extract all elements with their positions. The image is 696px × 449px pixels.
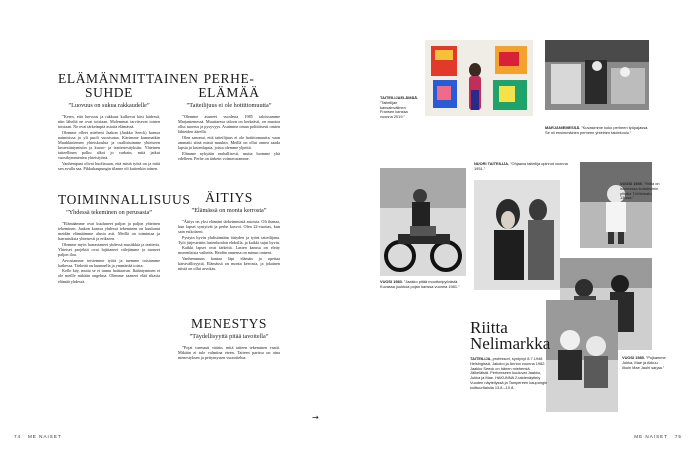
- paragraph: Pystyin hyvin yhdistämään äitiyden ja työni taiteilijana. Työt järjestettiin lastenhoidon ehdoilla, ja kaikki sujui hyvin.: [178, 234, 280, 245]
- paragraph: Olemme myös harrastaneet yhdessä musiikkia ja teatteria. Yhteiset projektit ovat lujittaneet välejämme ja tuoneet paljon iloa.: [58, 241, 160, 258]
- workshop-image: [545, 40, 649, 110]
- photo-workshop: [545, 40, 649, 110]
- footer-left: [14, 434, 62, 439]
- paragraph: ”Kerrn, että luovuus ja rakkaus kulkevat käsi kädessä, niin läheltä ne ovat toisiaan. Molemmat tarvitsevat toinen toisiaan. Ne ovat tärkeimpiä asioita elämässä.: [58, 114, 160, 130]
- caption-label: MARJANIEMESSÄ.: [545, 125, 581, 130]
- children-image: [546, 300, 618, 412]
- paragraph: Arvostamme toistemme työtä ja tuemme toisiamme kaikessa. Tärkeää on kuunnella ja ymmärtää toista.: [58, 257, 160, 268]
- caption-1949: [620, 182, 666, 201]
- caption-text: ”Taiteilijan kansainvälinen Fransen kanssa vuonna 2019.”: [380, 99, 408, 120]
- footer-right: [634, 434, 682, 439]
- caption-workshop: [545, 126, 649, 136]
- article-body: [178, 345, 280, 360]
- profile-bio: [470, 357, 550, 391]
- magazine-name: ME NAISET: [634, 434, 669, 439]
- section-title: TOIMINNALLISUUS: [58, 192, 191, 208]
- painting-scene-image: [425, 40, 533, 116]
- article-body: [178, 219, 280, 271]
- toddler-image: [580, 162, 652, 248]
- article-body: [178, 114, 280, 161]
- magazine-name: ME NAISET: [27, 434, 62, 439]
- section-subtitle: ”Täydellisyyttä pitää tavoitella”: [189, 333, 269, 341]
- photo-motorbike: [380, 168, 466, 276]
- caption-text: ”Jaakko pitää moottoripyörästä. Kuvassa joukkoa pojan kanssa vuonna 1981.”: [380, 279, 460, 289]
- photo-children: [546, 300, 618, 412]
- section-title: ÄITIYS: [205, 189, 253, 205]
- paragraph: ”Elämäämme ovat kuuluneet paljon ja paljon yhteinen tekeminen. Jaakon kanssa yhdessä tekeminen on kuulunut meidän elämäämme alusta asti. Meillä on toimintaa ja harrastuksia yhteisesti ja erikseen.: [58, 221, 160, 242]
- section-subtitle: ”Taiteilijuus ei ole hottittomuutta”: [186, 102, 272, 109]
- caption-1983: [380, 280, 466, 290]
- profile-bio-label: TAITEILIJA,: [470, 356, 492, 361]
- paragraph: Vanhemmuus kantaa läpi elämän ja opettaa kärsivällisyyttä. Elämässä on monta kerrosta, ja jokainen niistä on ollut arvokas.: [178, 256, 280, 272]
- page-number: 75: [674, 434, 682, 439]
- young-couple-image: [474, 180, 560, 290]
- section-title: MENESTYS: [190, 316, 268, 332]
- photo-toddler: [580, 162, 652, 248]
- profile-name-last: Nelimarkka: [470, 334, 551, 353]
- section-title: PERHE-ELÄMÄÄ: [198, 71, 260, 100]
- left-column: [58, 71, 199, 284]
- caption-text: ”Pojkamme Jukka, Mae ja Akkuu Ilkuin Mae Jauhi sarjaa.”: [622, 355, 666, 370]
- article-body: [58, 221, 160, 284]
- paragraph: ”Pojat varmasti väärin, mitä taiteen tekeminen vaatii. Mikään ei tule valmiina eteen. Taiteen parissa on aina menestyksen ja pettymysten vuorottelua.: [178, 345, 280, 361]
- caption-label: TAITEILIJAELÄMÄÄ.: [380, 95, 419, 100]
- section-subtitle: ”Luovuus on sukua rakkaudelle”: [68, 102, 150, 109]
- caption-1985: [622, 356, 666, 370]
- caption-label: NUORI TAITEILIJA.: [474, 161, 510, 166]
- paragraph: Elämme nykyään rauhallisesti, mutta luomme yhä edelleen. Perhe on tärkein voimavaramme.: [178, 150, 280, 161]
- section-title: ELÄMÄNMITTAINEN SUHDE: [58, 71, 199, 100]
- section-subtitle: ”Yhdessä tekeminen on perusasia”: [65, 209, 153, 217]
- profile-bio-text: professori, syntynyt 8.7.1948 Helsingissä, Jakobo ja Annoo vuonna 1982. Jaakko Seeck on hänen miehensä. Jälkeläisiä. Perheeseen kuuluvat Jaakko, Jukka ja Mae. HAKUNNA 2-taidenäyttely Vuoden näytellyssä ja Tampereen kaupungin kulttuuritalolla 13.8.–10.8.: [470, 356, 548, 390]
- caption-text: ”Riitta on istumassa kotialbumin pihalla Töölönkatu 13:ssa.”: [620, 181, 660, 201]
- middle-column: [178, 72, 280, 361]
- motorbike-image: [380, 168, 466, 276]
- caption-painting: [380, 96, 420, 120]
- profile-box: [470, 320, 550, 391]
- photo-artist-paintings: [425, 40, 533, 116]
- caption-label: VUOSI 1985.: [622, 355, 645, 360]
- section-subtitle: ”Elämässä on monta kerrosta”: [191, 206, 267, 214]
- paragraph: Kello käy, mutta se ei tunnu haittaavan. Ikääntyminen ei ole meille mikään ongelma. Olemme saaneet elää rikasta elämää yhdessä.: [58, 268, 160, 284]
- paragraph: Olemme olleet mieheni Jaakon (Jaakko Seeck) kanssa naimisissa jo yli puoli vuosisataa. Kävimme kummatkin Muukkiniemen yhteiskoulua ja osallistuimme yhteiseen lavaesiintymisiin ja kuoro- ja teatteriesityksiin. Yhteinen taiteellinen polku alkoi jo varhain, mitä jatkui vuosikymmenien yhteistyönä.: [58, 129, 160, 161]
- caption-young-artist: [474, 162, 574, 172]
- caption-text: ”Ohjaava taiteilija opinnot vuonna 1951.”: [474, 161, 568, 171]
- article-body: [58, 114, 160, 171]
- paragraph: ”Olemme asuneet vuodesta 1985 taloissamme Marjaniemessä. Muuttaessa taloon on kerkeästi, on muotoa ollut tuoreus ja pysyvyys. Asuimme oman poliittisesti omien lähteiden äärellä.: [178, 114, 280, 135]
- profile-name-first: Riitta: [470, 318, 508, 337]
- paragraph: Olen sanonut, että taiteilijuus ei ole hottittomuutta, vaan ammatti siinä missä muukin. Meillä on ollut onnea saada lapsia ja lastenlapsia, joista olemme ylpeitä.: [178, 134, 280, 151]
- caption-label: VUOSI 1983.: [380, 279, 403, 284]
- caption-label: VUOSI 1949.: [620, 181, 643, 186]
- paragraph: Kaikki lapset ovat tärkeitä. Lasten kanssa on eletty monenlaisia vaiheita. Heidän onnensa on minun onneni.: [178, 245, 280, 256]
- photo-young-couple: [474, 180, 560, 290]
- paragraph: Vanhempani olivat huolissaan, että mistä työtä on ja mitä sen avulla saa. Pikkukaupungin tilanne oli kuitenkin toinen.: [58, 160, 160, 171]
- paragraph: ”Äitiys on yksi elämäni tärkeimmistä asioista. Oli ihanaa, kun lapset syntyivät ja perhe kasvoi. Olen 22-vuotias, kun sain esikoiseni.: [178, 218, 280, 235]
- continue-arrow: →: [312, 413, 319, 422]
- caption-text: ”Kuvasimme koko perheen työpajassa. Se oli ensimmäinen perheen yhteinen taidekoulu.”: [545, 125, 649, 135]
- page-number: 74: [14, 434, 22, 439]
